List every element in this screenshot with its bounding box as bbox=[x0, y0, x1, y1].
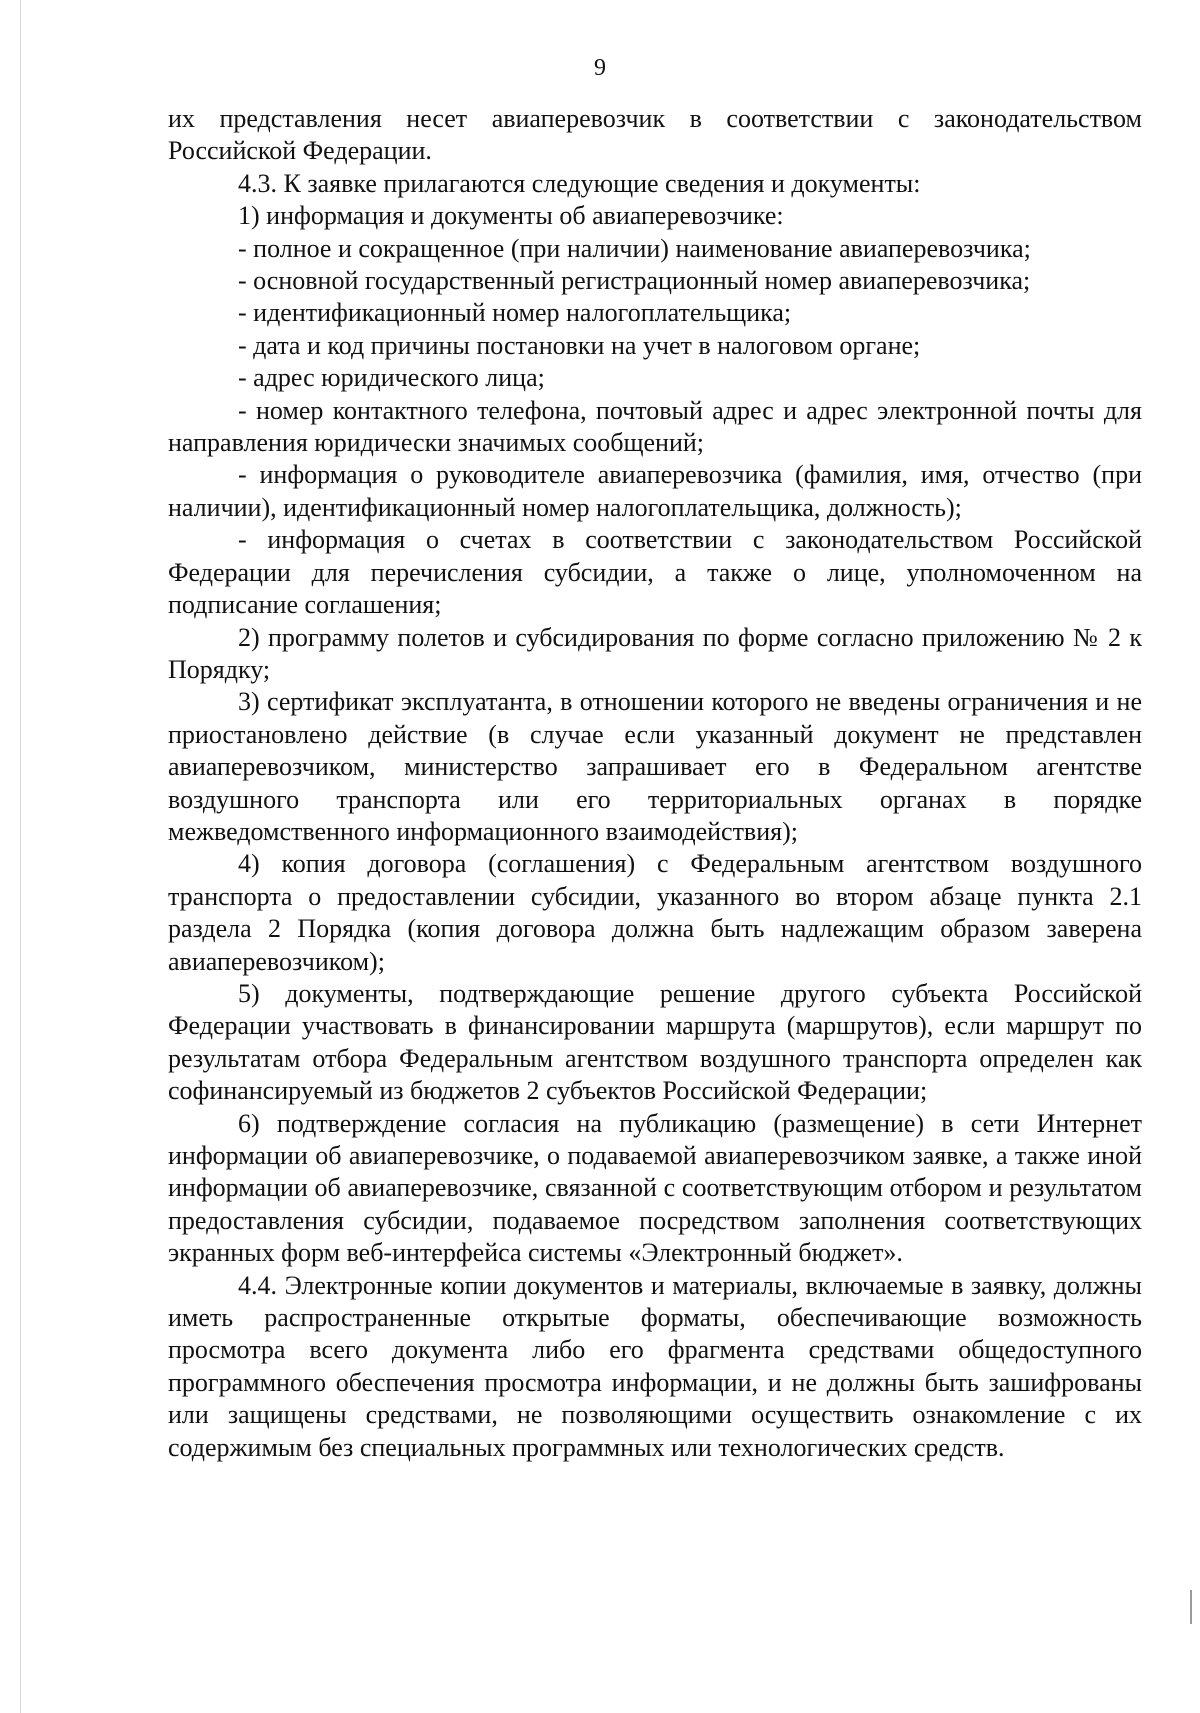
list-subitem-contacts: - номер контактного телефона, почтовый адрес и адрес электронной почты для направления юридически значимых сообщений; bbox=[168, 395, 1142, 458]
paragraph-4-3: 4.3. К заявке прилагаются следующие сведения и документы: bbox=[238, 168, 921, 198]
list-subitem-ogrn: - основной государственный регистрационный номер авиаперевозчика; bbox=[238, 266, 1031, 296]
list-subitem-accounts: - информация о счетах в соответствии с законодательством Российской Федерации для перечисления субсидии, а также о лице, уполномоченном на подписание соглашения; bbox=[168, 525, 1142, 620]
document-body bbox=[168, 103, 1142, 1464]
list-item-2: 2) программу полетов и субсидирования по форме согласно приложению № 2 к Порядку; bbox=[168, 622, 1142, 684]
list-subitem-full-name: - полное и сокращенное (при наличии) наименование авиаперевозчика; bbox=[238, 233, 1031, 263]
list-item-6: 6) подтверждение согласия на публикацию (размещение) в сети Интернет информации об авиаперевозчике, о подаваемой авиаперевозчиком заявке, а также иной информации об авиаперевозчике, связанной с соответствующим отбором и результатом предоставления субсидии, подаваемое посредством заполнения соответствующих экранных форм веб-интерфейса системы «Электронный бюджет». bbox=[168, 1108, 1142, 1268]
page-number: 9 bbox=[594, 55, 606, 81]
list-item-1: 1) информация и документы об авиаперевозчике: bbox=[238, 201, 784, 231]
list-subitem-legal-address: - адрес юридического лица; bbox=[238, 363, 545, 393]
scan-edge-line bbox=[20, 0, 21, 1713]
list-subitem-director: - информация о руководителе авиаперевозчика (фамилия, имя, отчество (при наличии), идентификационный номер налогоплательщика, должность); bbox=[168, 460, 1142, 522]
paragraph-4-4: 4.4. Электронные копии документов и материалы, включаемые в заявку, должны иметь распространенные открытые форматы, обеспечивающие возможность просмотра всего документа либо его фрагмента средствами общедоступного программного обеспечения просмотра информации, и не должны быть зашифрованы или защищены средствами, не позволяющими осуществить ознакомление с их содержимым без специальных программных или технологических средств. bbox=[168, 1270, 1142, 1462]
list-item-3: 3) сертификат эксплуатанта, в отношении которого не введены ограничения и не приостановлено действие (в случае если указанный документ не представлен авиаперевозчиком, министерство запрашивает его в Федеральном агентстве воздушного транспорта или его территориальных органах в порядке межведомственного информационного взаимодействия); bbox=[168, 687, 1142, 846]
scan-edge-mark bbox=[1190, 1590, 1192, 1624]
list-subitem-inn: - идентификационный номер налогоплательщика; bbox=[238, 298, 792, 328]
list-item-5: 5) документы, подтверждающие решение другого субъекта Российской Федерации участвовать в финансировании маршрута (маршрутов), если маршрут по результатам отбора Федеральным агентством воздушного транспорта определен как софинансируемый из бюджетов 2 субъектов Российской Федерации; bbox=[168, 978, 1142, 1106]
list-item-4: 4) копия договора (соглашения) с Федеральным агентством воздушного транспорта о предоставлении субсидии, указанного во втором абзаце пункта 2.1 раздела 2 Порядка (копия договора должна быть надлежащим образом заверена авиаперевозчиком); bbox=[168, 849, 1142, 976]
list-subitem-tax-registration: - дата и код причины постановки на учет в налоговом органе; bbox=[238, 330, 921, 360]
paragraph-continuation: их представления несет авиаперевозчик в соответствии с законодательством Российской Федерации. bbox=[168, 104, 1142, 166]
